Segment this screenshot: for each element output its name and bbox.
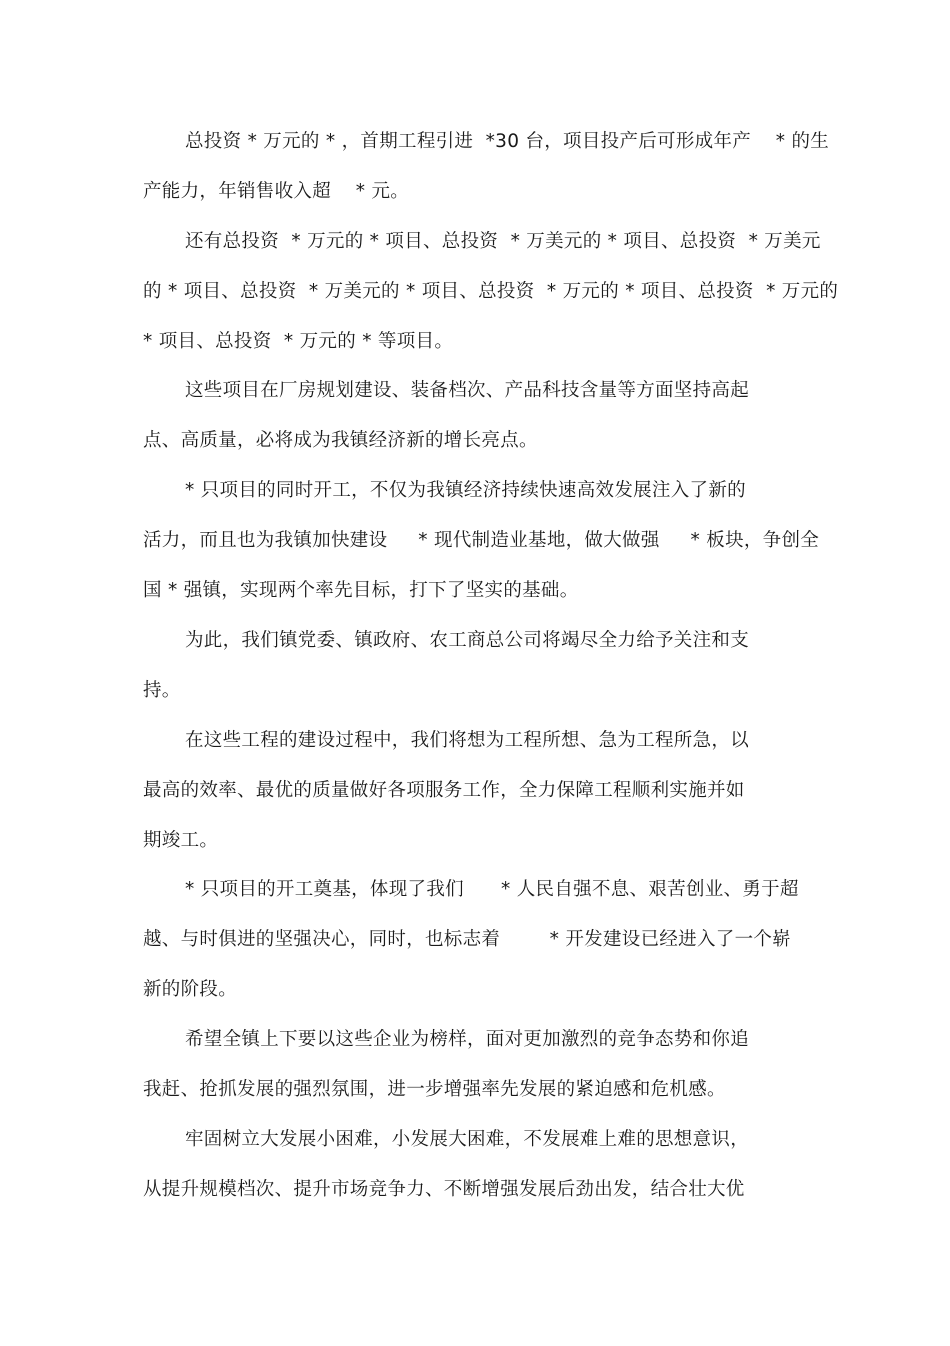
paragraph-line: 我赶、抢抓发展的强烈氛围，进一步增强率先发展的紧迫感和危机感。 [143, 1079, 726, 1100]
paragraph-line: 牢固树立大发展小困难，小发展大困难，不发展难上难的思想意识， [185, 1129, 750, 1150]
paragraph-line: 持。 [143, 680, 181, 701]
paragraph-line: 希望全镇上下要以这些企业为榜样，面对更加激烈的竞争态势和你追 [185, 1029, 750, 1050]
paragraph-line: 点、高质量，必将成为我镇经济新的增长亮点。 [143, 430, 538, 451]
paragraph-line: 活力，而且也为我镇加快建设 * 现代制造业基地，做大做强 * 板块，争创全 [143, 530, 820, 551]
paragraph-line: * 项目、总投资 * 万元的 * 等项目。 [143, 331, 454, 352]
paragraph-line: 国 * 强镇，实现两个率先目标，打下了坚实的基础。 [143, 580, 579, 601]
paragraph-line: 从提升规模档次、提升市场竞争力、不断增强发展后劲出发，结合壮大优 [143, 1179, 745, 1200]
paragraph-line: 期竣工。 [143, 830, 219, 851]
paragraph-line: 这些项目在厂房规划建设、装备档次、产品科技含量等方面坚持高起 [185, 380, 750, 401]
paragraph-line: 新的阶段。 [143, 979, 238, 1000]
paragraph-line: 越、与时俱进的坚强决心，同时，也标志着 * 开发建设已经进入了一个崭 [143, 929, 791, 950]
paragraph-line: 在这些工程的建设过程中，我们将想为工程所想、急为工程所急，以 [185, 730, 750, 751]
paragraph-line: 为此，我们镇党委、镇政府、农工商总公司将竭尽全力给予关注和支 [185, 630, 750, 651]
paragraph-line: * 只项目的开工奠基，体现了我们 * 人民自强不息、艰苦创业、勇于超 [185, 879, 799, 900]
paragraph-line: 总投资 * 万元的 * ，首期工程引进 *30 台，项目投产后可形成年产 * 的生 [185, 131, 830, 152]
paragraph-line: 的 * 项目、总投资 * 万美元的 * 项目、总投资 * 万元的 * 项目、总投资 * 万元的 [143, 281, 839, 302]
paragraph-line: * 只项目的同时开工，不仅为我镇经济持续快速高效发展注入了新的 [185, 480, 746, 501]
paragraph-line: 还有总投资 * 万元的 * 项目、总投资 * 万美元的 * 项目、总投资 * 万美元 [185, 231, 821, 252]
paragraph-line: 产能力，年销售收入超 * 元。 [143, 181, 410, 202]
paragraph-line: 最高的效率、最优的质量做好各项服务工作，全力保障工程顺利实施并如 [143, 780, 745, 801]
